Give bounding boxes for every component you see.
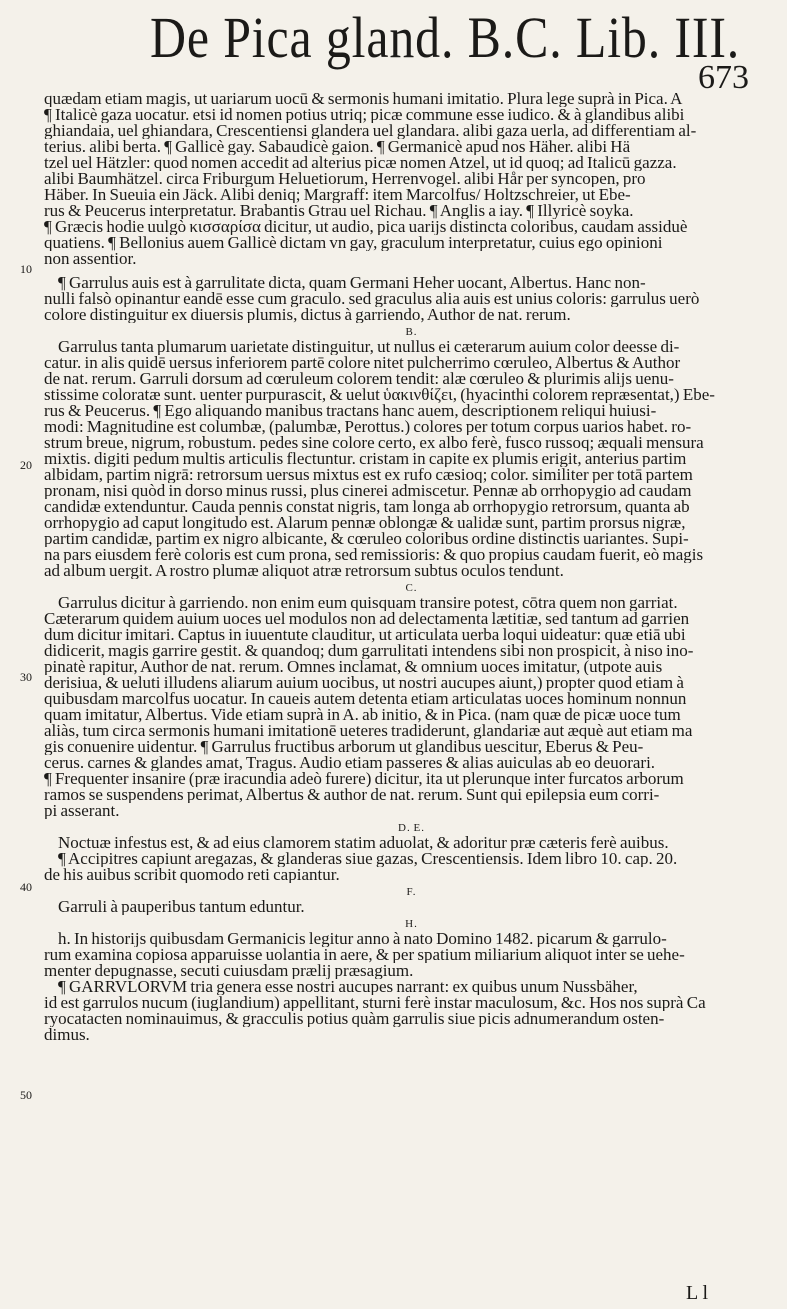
text-line: quibusdam marcolfus uocatur. In caueis autem detenta etiam articulatas uoces hominum nonnun bbox=[44, 691, 687, 707]
margin-line-number: 20 bbox=[20, 458, 32, 472]
section-letter-f: F. bbox=[406, 886, 417, 898]
text-line: modi: Magnitudine est columbæ, (palumbæ, Perottus.) colores per totum corpus uarios habet. ro- bbox=[44, 419, 692, 435]
text-line: cerus. carnes & glandes amat, Tragus. Audio etiam passeres & alias auiculas ab eo deuorari. bbox=[44, 755, 656, 771]
text-line: stissime coloratæ sunt. uenter purpurascit, & uelut ὑακινθίζει, (hyacinthi colorem repræsentat,) Ebe- bbox=[44, 387, 715, 403]
text-line: Noctuæ infestus est, & ad eius clamorem statim aduolat, & adoritur præ cæteris ferè auibus. bbox=[58, 835, 669, 851]
margin-line-number: 30 bbox=[20, 670, 32, 684]
text-line: nulli falsò opinantur eandē esse cum graculo. sed graculus alia auis est unius coloris: garrulus uerò bbox=[44, 291, 700, 307]
text-line: candidæ extenduntur. Cauda pennis constat nigris, tam longa ab orrhopygio retrorsum, quanta ab bbox=[44, 499, 690, 515]
gathering-signature: L l bbox=[686, 1282, 709, 1304]
text-line: rum examina copiosa apparuisse uolantia in aere, & per spatium miliarium aliquot inter se uehe- bbox=[44, 947, 685, 963]
text-line: aliàs, tum circa sermonis humani imitationē ueteres tradiderunt, glandariæ aut æquè aut etiam ma bbox=[44, 723, 693, 739]
text-line: Garrulus dicitur à garriendo. non enim eum quisquam transire potest, cōtra quem non garriat. bbox=[58, 595, 678, 611]
section-letter-c: C. bbox=[405, 582, 418, 594]
text-line: ghiandaia, uel ghiandara, Crescentiensi glandera uel glandara. alibi gaza uerla, ad differentiam al- bbox=[44, 123, 697, 139]
text-line: Garrulus tanta plumarum uarietate distinguitur, ut nullus ei cæterarum auium color deesse di- bbox=[58, 339, 680, 355]
text-line: ¶ Græcis hodie uulgò κισσαρίσα dicitur, ut audio, pica uarijs distincta coloribus, caudam assiduè bbox=[44, 219, 688, 235]
text-line: catur. in alis quidē uersus inferiorem partē colore nitet pulcherrimo cœruleo, Albertus & Author bbox=[44, 355, 681, 371]
page-number: 673 bbox=[698, 59, 749, 96]
text-line: ¶ Accipitres capiunt aregazas, & glanderas siue gazas, Crescentiensis. Idem libro 10. cap. 20. bbox=[58, 851, 678, 867]
text-line: didicerit, magis garrire gestit. & quandoq; dum garrulitati intendens sibi non prospicit, à niso ino- bbox=[44, 643, 694, 659]
text-line: h. In historijs quibusdam Germanicis legitur anno à nato Domino 1482. picarum & garrulo- bbox=[58, 931, 667, 947]
text-line: mixtis. digiti pedum multis articulis flectuntur. cristam in capite ex plumis erigit, anterius partim bbox=[44, 451, 687, 467]
text-line: quam imitatur, Albertus. Vide etiam suprà in A. ab initio, & in Pica. (nam quæ de picæ uoce tum bbox=[44, 707, 681, 723]
running-title: De Pica gland. B.C. Lib. III. bbox=[150, 5, 741, 70]
section-letter-b: B. bbox=[405, 326, 418, 338]
text-line: ryocatacten nominauimus, & gracculis potius quàm garrulis siue picis adnumerandum osten- bbox=[44, 1011, 665, 1027]
section-letter-h: H. bbox=[405, 918, 418, 930]
text-line: alibi Baumhätzel. circa Friburgum Heluetiorum, Herrenvogel. alibi Hår per syncopen, pro bbox=[44, 171, 646, 187]
text-line: ¶ Frequenter insanire (præ iracundia adeò furere) dicitur, ita ut plerunque inter furcatos arborum bbox=[44, 771, 684, 787]
text-line: quædam etiam magis, ut uariarum uocū & sermonis humani imitatio. Plura lege suprà in Pica. A bbox=[44, 91, 683, 107]
text-line: pinatè rapitur, Author de nat. rerum. Omnes inclamat, & omnium uoces imitatur, (utpote auis bbox=[44, 659, 663, 675]
text-line: non assentior. bbox=[44, 251, 137, 267]
text-line: ramos se suspendens perimat, Albertus & author de nat. rerum. Sunt qui epilepsia eum corri- bbox=[44, 787, 660, 803]
text-line: orrhopygio ad caput longitudo est. Alarum pennæ oblongæ & ualidæ sunt, partim prorsus nigræ, bbox=[44, 515, 686, 531]
text-line: Cæterarum quidem auium uoces uel modulos non ad delectamenta lætitiæ, sed tantum ad garrien bbox=[44, 611, 690, 627]
text-line: pronam, nisi quòd in dorso minus russi, plus cinerei admiscetur. Pennæ ab orrhopygio ad caudam bbox=[44, 483, 692, 499]
text-line: rus & Peucerus. ¶ Ego aliquando manibus tractans hanc auem, descriptionem reliqui huiusi- bbox=[44, 403, 657, 419]
margin-line-number: 50 bbox=[20, 1088, 32, 1102]
text-line: colore distinguitur ex diuersis plumis, dictus à garriendo, Author de nat. rerum. bbox=[44, 307, 571, 323]
margin-line-number: 40 bbox=[20, 880, 32, 894]
text-line: na pars eiusdem ferè coloris est cum prona, sed remissioris: & quo propius caudam fuerit, eò magis bbox=[44, 547, 704, 563]
text-line: derisiua, & ueluti illudens aliarum auium uocibus, ut nostri aucupes aiunt,) propter quod etiam à bbox=[44, 675, 684, 691]
page-header bbox=[0, 2, 787, 96]
text-line: pi asserant. bbox=[44, 803, 120, 819]
text-line: Häber. In Sueuia ein Jäck. Alibi deniq; Margraff: item Marcolfus/ Holtzschreier, ut Ebe- bbox=[44, 187, 631, 203]
text-line: gis conuenire uidentur. ¶ Garrulus fructibus arborum ut glandibus uescitur, Eberus & Peu- bbox=[44, 739, 644, 755]
text-line: de nat. rerum. Garruli dorsum ad cœruleum colorem tendit: alæ cœruleo & plurimis alijs uenu- bbox=[44, 371, 674, 387]
section-letter-de: D. E. bbox=[398, 822, 425, 834]
text-line: strum breue, nigrum, robustum. pedes sine colore certo, ex albo ferè, fusco russoq; æquali mensura bbox=[44, 435, 704, 451]
text-line: ad album uergit. A rostro plumæ aliquot atræ retrorsum subtus oculos tendunt. bbox=[44, 563, 564, 579]
text-line: ¶ GARRVLORVM tria genera esse nostri aucupes narrant: ex quibus unum Nussbäher, bbox=[58, 979, 638, 995]
text-line: id est garrulos nucum (iuglandium) appellitant, sturni ferè instar maculosum, &c. Hos nos suprà Ca bbox=[44, 995, 706, 1011]
text-line: dum dicitur imitari. Captus in iuuentute clauditur, ut articulata uerba loqui uideatur: quæ etiā ubi bbox=[44, 627, 686, 643]
text-line: terius. alibi berta. ¶ Gallicè gay. Sabaudicè gaion. ¶ Germanicè apud nos Häher. alibi Hä bbox=[44, 139, 631, 155]
margin-line-number: 10 bbox=[20, 262, 32, 276]
text-line: de his auibus scribit quomodo reti capiantur. bbox=[44, 867, 340, 883]
text-line: partim candidæ, partim ex nigro albicante, & cœruleo coloribus ordine distinctis uariantes. Supi- bbox=[44, 531, 689, 547]
text-line: quatiens. ¶ Bellonius auem Gallicè dictam vn gay, graculum interpretatur, cuius ego opinioni bbox=[44, 235, 663, 251]
text-line: ¶ Italicè gaza uocatur. etsi id nomen potius utriq; picæ commune esse iudico. & à glandibus alibi bbox=[44, 107, 685, 123]
text-line: ¶ Garrulus auis est à garrulitate dicta, quam Germani Heher uocant, Albertus. Hanc non- bbox=[58, 275, 646, 291]
text-line: rus & Peucerus interpretatur. Brabantis Gtrau uel Richau. ¶ Anglis a iay. ¶ Illyricè soyka. bbox=[44, 203, 634, 219]
body-text bbox=[44, 91, 779, 1043]
text-line: Garruli à pauperibus tantum eduntur. bbox=[58, 899, 305, 915]
text-line: tzel uel Hätzler: quod nomen accedit ad alterius picæ nomen Atzel, ut id quoq; ad Italicū gazza. bbox=[44, 155, 677, 171]
paragraph-gap bbox=[44, 267, 779, 275]
text-line: albidam, partim nigrā: retrorsum uersus mixtus est ex rufo cæsioq; color. similiter per totā partem bbox=[44, 467, 693, 483]
text-line: menter depugnasse, secuti cuiusdam prælij præsagium. bbox=[44, 963, 414, 979]
text-line: dimus. bbox=[44, 1027, 90, 1043]
